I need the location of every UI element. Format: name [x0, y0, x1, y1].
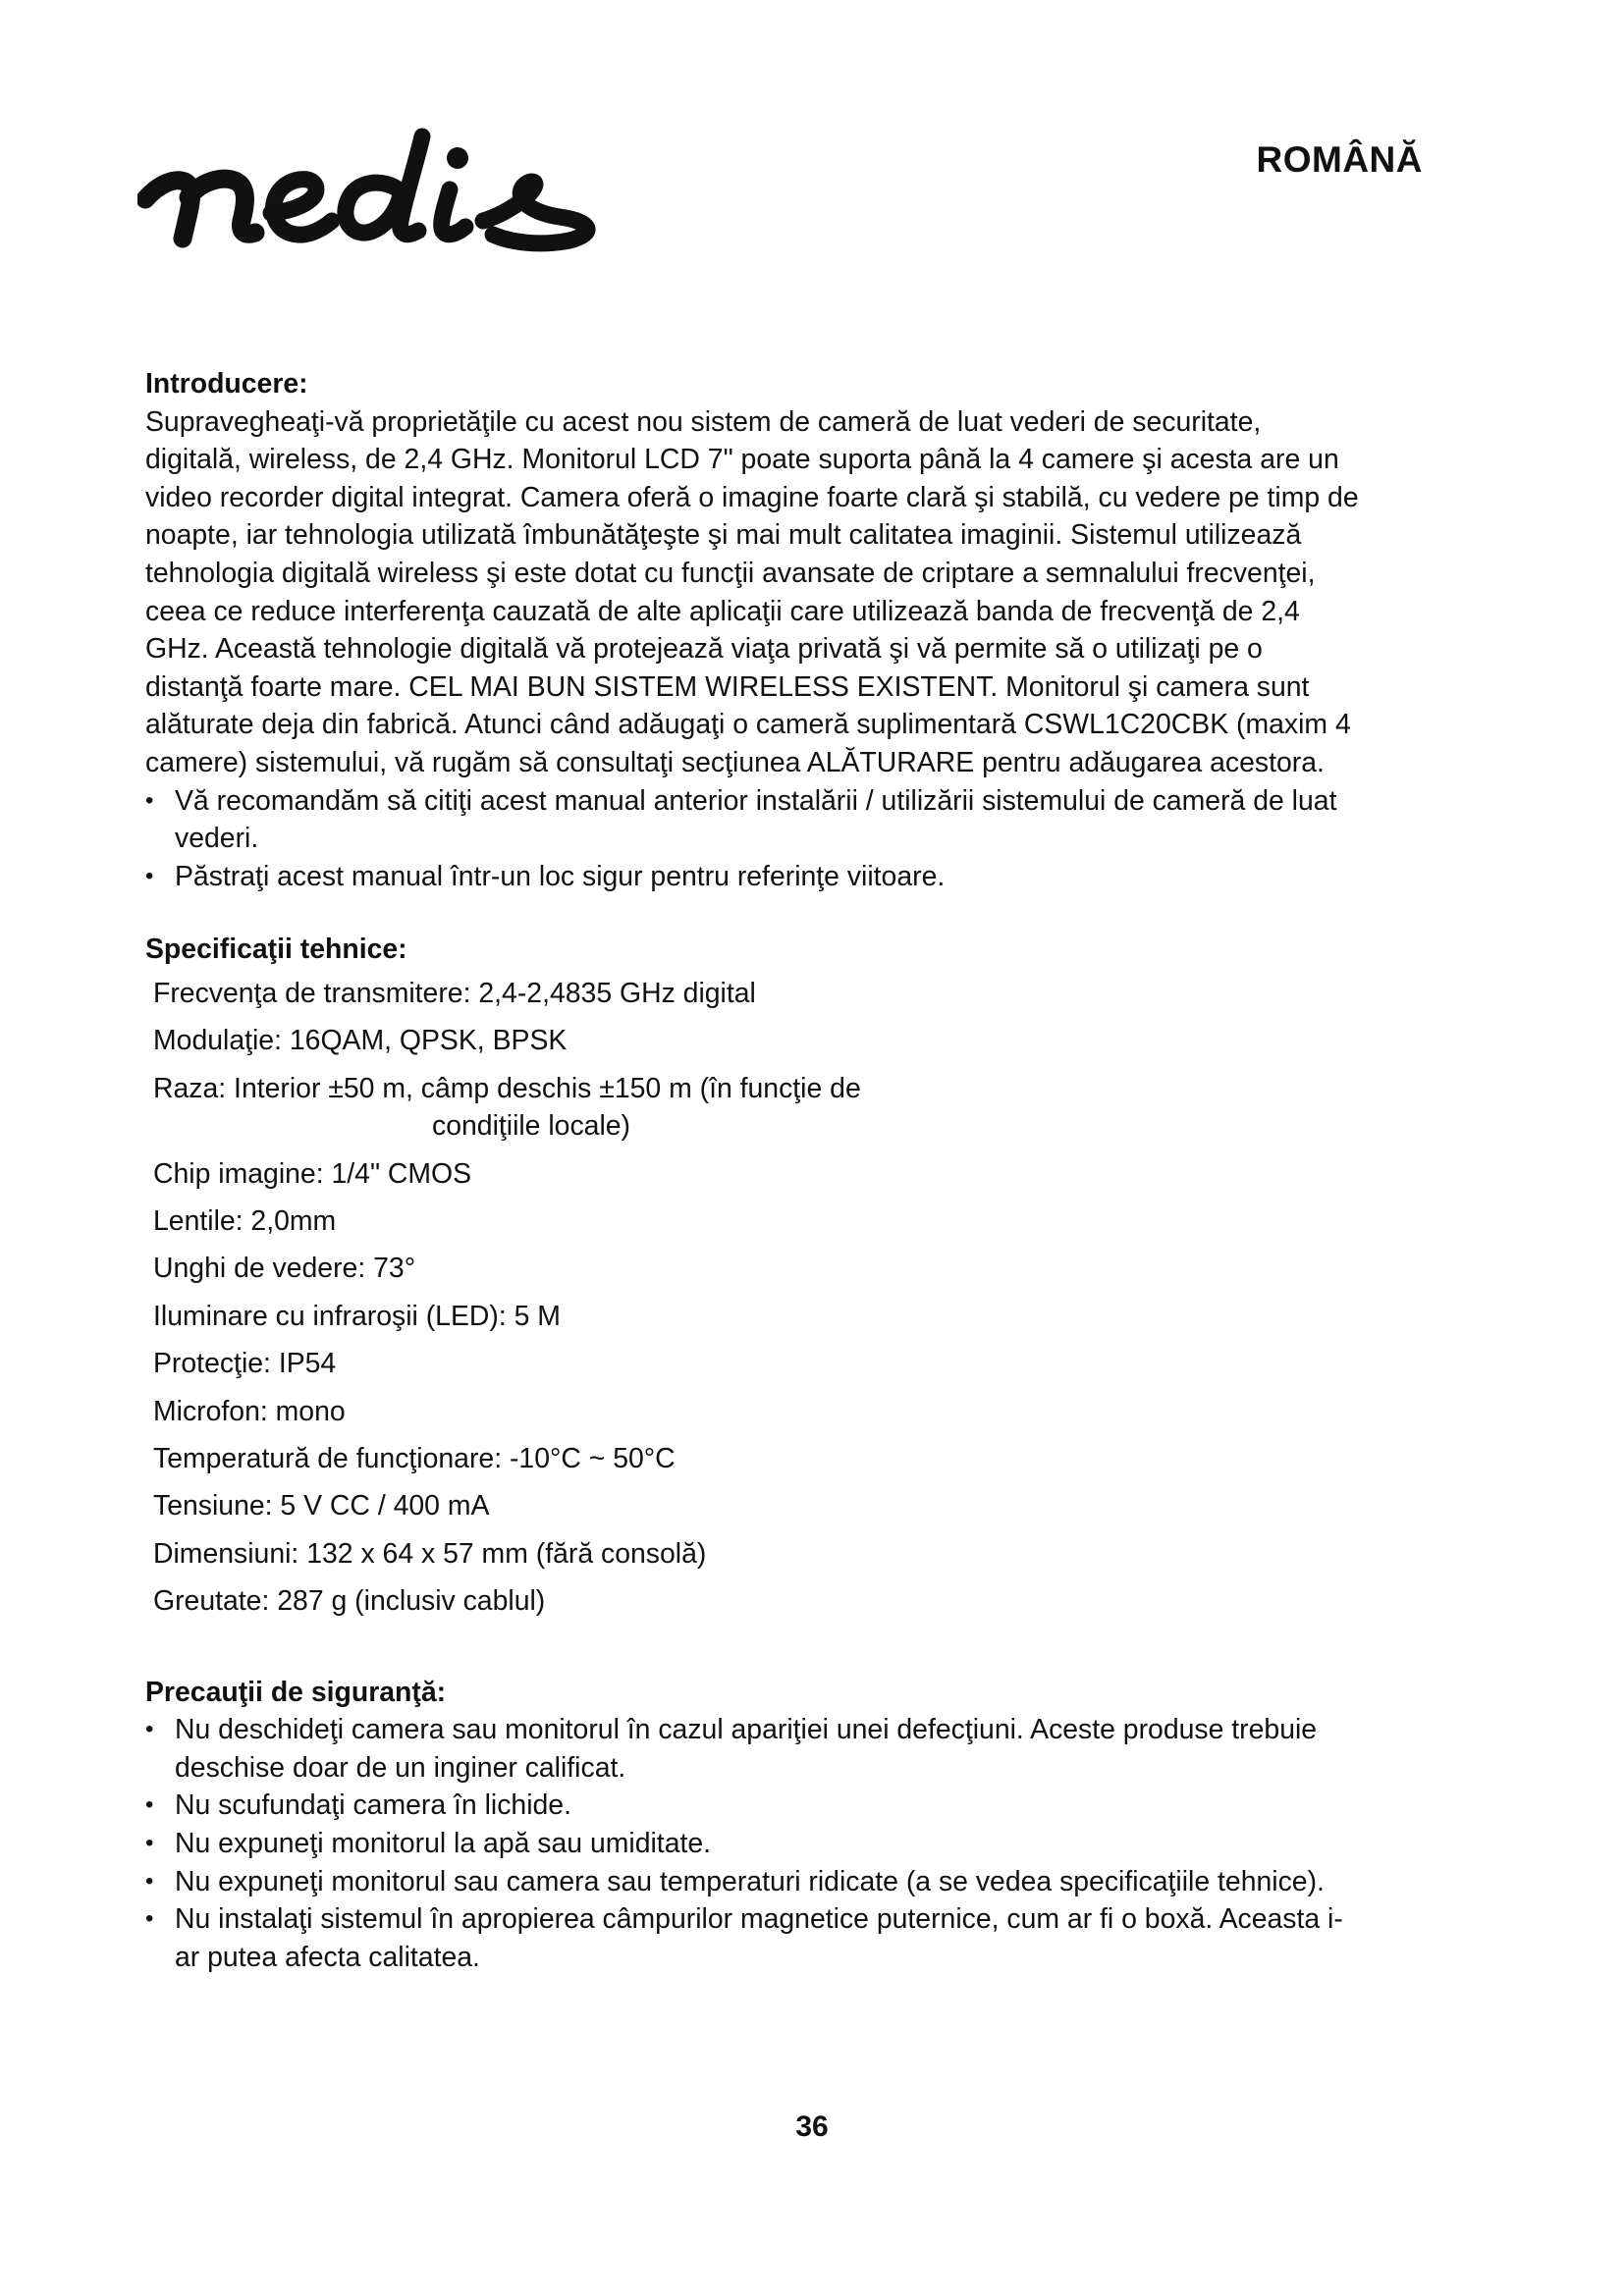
- safety-bullet: • Nu instalaţi sistemul în apropierea câmpurilor magnetice puternice, cum ar fi o boxă. Aceasta i-ar putea afecta calitatea.: [145, 1900, 1363, 1976]
- spec-item: Microfon: mono: [153, 1395, 346, 1427]
- spec-item: Lentile: 2,0mm: [153, 1205, 337, 1238]
- spec-item: Unghi de vedere: 73°: [153, 1253, 416, 1285]
- spec-range-continuation: condiţiile locale): [432, 1110, 630, 1143]
- intro-bullet: • Păstraţi acest manual într-un loc sigur pentru referinţe viitoare.: [145, 858, 1363, 896]
- spec-item: Iluminare cu infraroşii (LED): 5 M: [153, 1300, 561, 1332]
- document-body: [145, 365, 1363, 1976]
- intro-bullet-list: [145, 782, 1363, 896]
- spec-item: Modulaţie: 16QAM, QPSK, BPSK: [153, 1025, 568, 1057]
- spec-item: Dimensiuni: 132 x 64 x 57 mm (fără consolă): [153, 1537, 707, 1570]
- nedis-logo: [137, 123, 638, 270]
- intro-paragraph: Supravegheaţi-vă proprietăţile cu acest nou sistem de cameră de luat vederi de securitate, digitală, wireless, de 2,4 GHz. Monitorul LCD 7" poate suporta până la 4 camere şi acesta are un video recorder digital integrat. Camera oferă o imagine foarte clară şi stabilă, cu vedere pe timp de noapte, iar tehnologia utilizată îmbunătăţeşte şi mai mult calitatea imaginii. Sistemul utilizează tehnologia digitală wireless şi este dotat cu funcţii avansate de criptare a semnalului frecvenţei, ceea ce reduce interferenţa cauzată de alte aplicaţii care utilizează banda de frecvenţă de 2,4 GHz. Această tehnologie digitală vă protejează viaţa privată şi vă permite să o utilizaţi pe o distanţă foarte mare. CEL MAI BUN SISTEM WIRELESS EXISTENT. Monitorul şi camera sunt alăturate deja din fabrică. Atunci când adăugaţi o cameră suplimentară CSWL1C20CBK (maxim 4 camere) sistemului, vă rugăm să consultaţi secţiunea ALĂTURARE pentru adăugarea acestora.: [145, 405, 1359, 778]
- spec-item: Frecvenţa de transmitere: 2,4-2,4835 GHz digital: [153, 977, 756, 1009]
- spec-item: Tensiune: 5 V CC / 400 mA: [153, 1490, 490, 1522]
- safety-bullet: • Nu expuneţi monitorul sau camera sau temperaturi ridicate (a se vedea specificaţiile tehnice).: [145, 1863, 1363, 1901]
- specs-title: Specificaţii tehnice:: [145, 934, 407, 966]
- specs-section: [145, 931, 1363, 1620]
- language-label: ROMÂNĂ: [1256, 139, 1423, 180]
- spec-item: Greutate: 287 g (inclusiv cablul): [153, 1585, 546, 1618]
- safety-bullet: • Nu expuneţi monitorul la apă sau umiditate.: [145, 1825, 1363, 1863]
- spec-item: Protecţie: IP54: [153, 1348, 337, 1380]
- intro-section: [145, 365, 1363, 895]
- intro-bullet: • Vă recomandăm să citiţi acest manual anterior instalării / utilizării sistemului de cameră de luat vederi.: [145, 782, 1363, 858]
- spec-item: Temperatură de funcţionare: -10°C ~ 50°C: [153, 1443, 676, 1475]
- safety-title: Precauţii de siguranţă:: [145, 1676, 447, 1708]
- safety-bullet: • Nu scufundaţi camera în lichide.: [145, 1787, 1363, 1825]
- safety-bullet-list: [145, 1711, 1363, 1976]
- page-number: 36: [795, 2110, 829, 2143]
- spec-range-text: Raza: Interior ±50 m, câmp deschis ±150 m (în funcţie de: [153, 1072, 861, 1104]
- spec-item-range: [145, 1070, 1363, 1146]
- safety-bullet: • Nu deschideţi camera sau monitorul în cazul apariţiei unei defecţiuni. Aceste produse trebuie deschise doar de un inginer calificat.: [145, 1711, 1363, 1787]
- spec-item: Chip imagine: 1/4" CMOS: [153, 1157, 472, 1190]
- intro-title: Introducere:: [145, 368, 308, 400]
- specs-list: [145, 975, 1363, 1621]
- safety-section: [145, 1674, 1363, 1977]
